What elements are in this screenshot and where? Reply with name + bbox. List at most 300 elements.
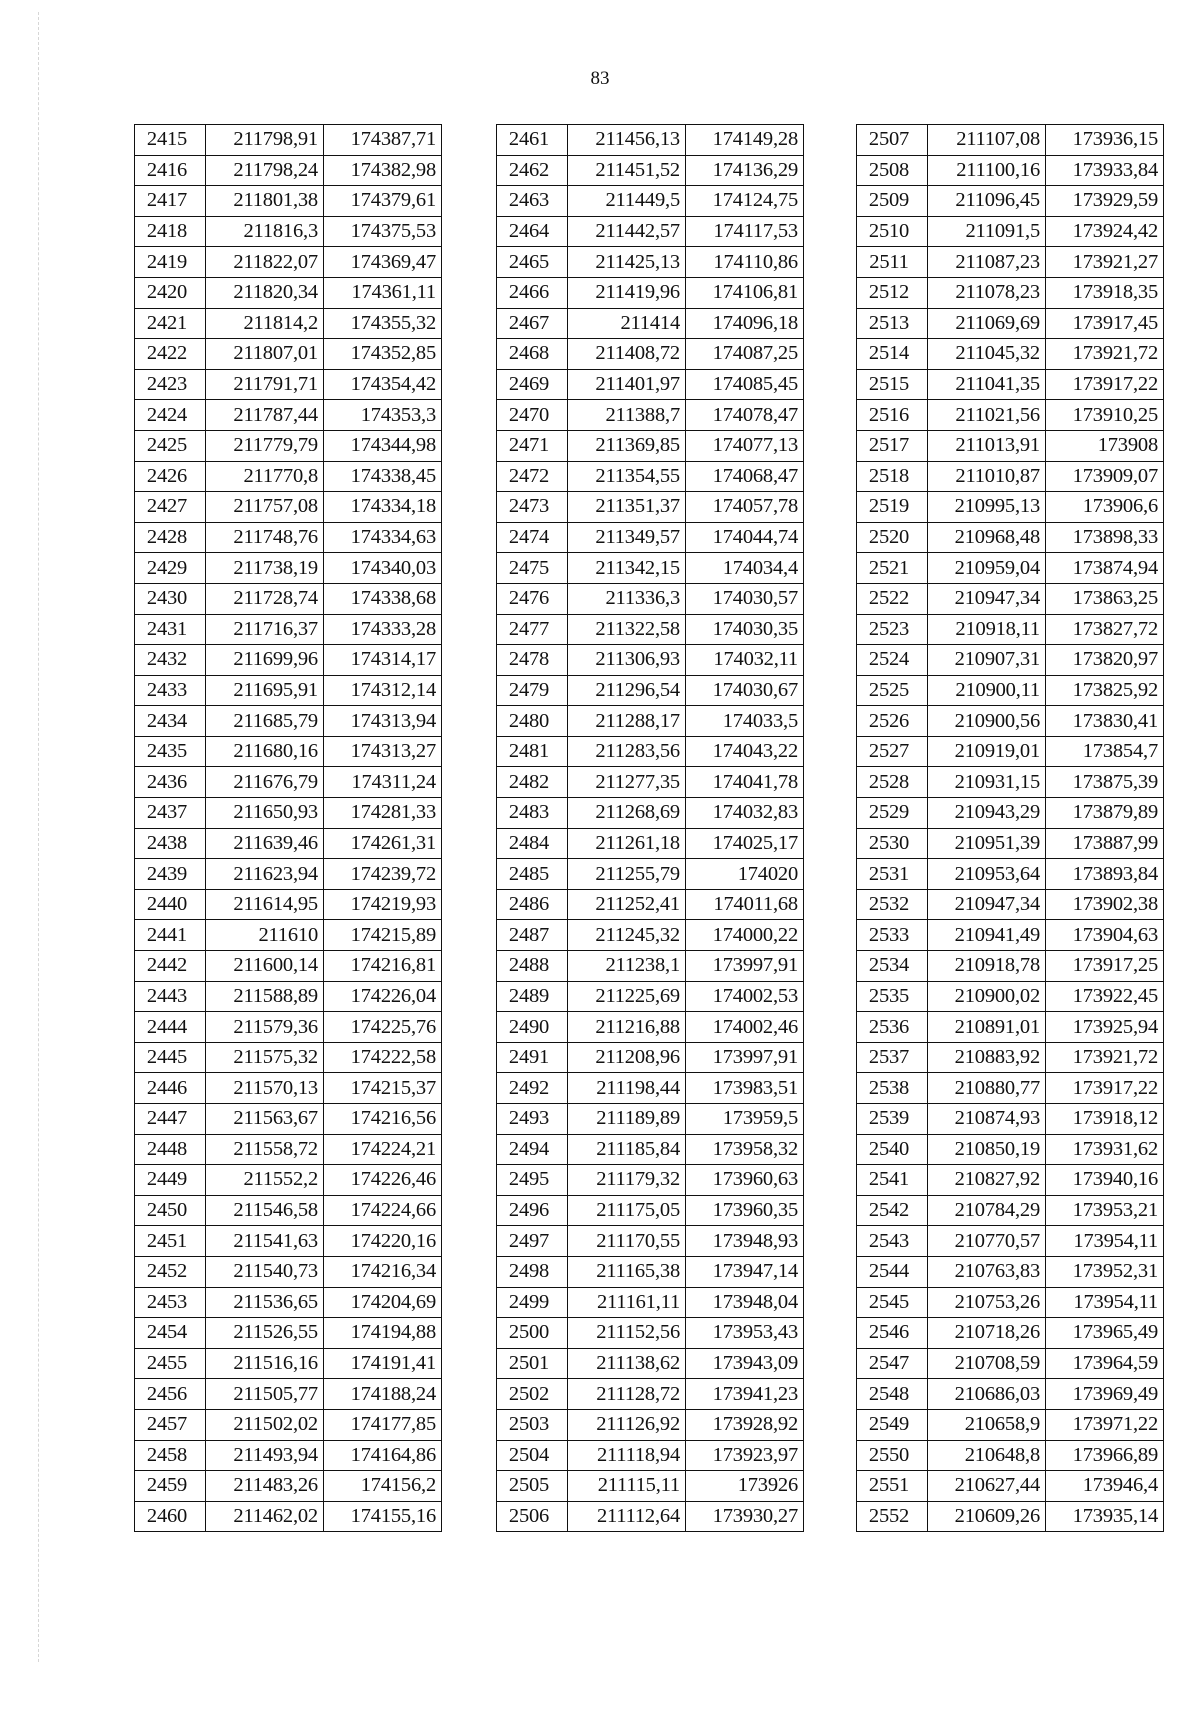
x-coordinate-cell: 211757,08 [206,492,324,523]
table-row [857,1226,1164,1257]
table-row [497,981,804,1012]
x-coordinate-cell: 210827,92 [928,1165,1046,1196]
table-row [135,308,442,339]
y-coordinate-cell: 173906,6 [1046,492,1164,523]
point-number-cell: 2452 [135,1256,206,1287]
x-coordinate-cell: 211610 [206,920,324,951]
y-coordinate-cell: 173960,35 [686,1195,804,1226]
y-coordinate-cell: 174340,03 [324,553,442,584]
point-number-cell: 2438 [135,828,206,859]
y-coordinate-cell: 174313,94 [324,706,442,737]
table-row [497,675,804,706]
point-number-cell: 2546 [857,1318,928,1349]
point-number-cell: 2459 [135,1471,206,1502]
table-row [857,1042,1164,1073]
x-coordinate-cell: 210947,34 [928,583,1046,614]
x-coordinate-cell: 211716,37 [206,614,324,645]
y-coordinate-cell: 174191,41 [324,1348,442,1379]
point-number-cell: 2432 [135,645,206,676]
table-row [497,1256,804,1287]
x-coordinate-cell: 211536,65 [206,1287,324,1318]
x-coordinate-cell: 211283,56 [568,736,686,767]
y-coordinate-cell: 174032,83 [686,798,804,829]
point-number-cell: 2457 [135,1409,206,1440]
y-coordinate-cell: 173820,97 [1046,645,1164,676]
y-coordinate-cell: 174096,18 [686,308,804,339]
table-row [857,706,1164,737]
table-row [857,1348,1164,1379]
table-row [135,1409,442,1440]
point-number-cell: 2507 [857,125,928,156]
x-coordinate-cell: 210931,15 [928,767,1046,798]
x-coordinate-cell: 210770,57 [928,1226,1046,1257]
table-row [135,1440,442,1471]
table-row [857,461,1164,492]
x-coordinate-cell: 211449,5 [568,186,686,217]
y-coordinate-cell: 174002,46 [686,1012,804,1043]
table-row [135,614,442,645]
x-coordinate-cell: 211676,79 [206,767,324,798]
point-number-cell: 2450 [135,1195,206,1226]
table-row [497,920,804,951]
x-coordinate-cell: 210900,02 [928,981,1046,1012]
table-row [135,1104,442,1135]
coordinate-table-1 [134,124,442,1532]
y-coordinate-cell: 174106,81 [686,277,804,308]
x-coordinate-cell: 210609,26 [928,1501,1046,1532]
x-coordinate-cell: 211451,52 [568,155,686,186]
y-coordinate-cell: 174164,86 [324,1440,442,1471]
x-coordinate-cell: 211354,55 [568,461,686,492]
table-row [497,706,804,737]
y-coordinate-cell: 173918,12 [1046,1104,1164,1135]
point-number-cell: 2429 [135,553,206,584]
table-row [857,951,1164,982]
y-coordinate-cell: 174224,21 [324,1134,442,1165]
table-row [135,492,442,523]
x-coordinate-cell: 210850,19 [928,1134,1046,1165]
point-number-cell: 2463 [497,186,568,217]
x-coordinate-cell: 210686,03 [928,1379,1046,1410]
x-coordinate-cell: 211268,69 [568,798,686,829]
x-coordinate-cell: 211505,77 [206,1379,324,1410]
x-coordinate-cell: 210959,04 [928,553,1046,584]
table-row [497,645,804,676]
x-coordinate-cell: 211401,97 [568,369,686,400]
point-number-cell: 2501 [497,1348,568,1379]
y-coordinate-cell: 174382,98 [324,155,442,186]
point-number-cell: 2416 [135,155,206,186]
point-number-cell: 2510 [857,216,928,247]
x-coordinate-cell: 211126,92 [568,1409,686,1440]
point-number-cell: 2518 [857,461,928,492]
table-row [497,1134,804,1165]
table-row [857,1379,1164,1410]
table-row [857,859,1164,890]
y-coordinate-cell: 174216,34 [324,1256,442,1287]
y-coordinate-cell: 174044,74 [686,522,804,553]
y-coordinate-cell: 174379,61 [324,186,442,217]
x-coordinate-cell: 210953,64 [928,859,1046,890]
table-row [135,798,442,829]
point-number-cell: 2536 [857,1012,928,1043]
y-coordinate-cell: 174077,13 [686,430,804,461]
point-number-cell: 2428 [135,522,206,553]
x-coordinate-cell: 211822,07 [206,247,324,278]
table-row [857,339,1164,370]
point-number-cell: 2489 [497,981,568,1012]
coordinate-table-body [497,125,804,1532]
y-coordinate-cell: 173902,38 [1046,889,1164,920]
table-row [497,1165,804,1196]
y-coordinate-cell: 173983,51 [686,1073,804,1104]
point-number-cell: 2431 [135,614,206,645]
table-row [857,1073,1164,1104]
y-coordinate-cell: 174030,67 [686,675,804,706]
x-coordinate-cell: 211388,7 [568,400,686,431]
table-row [497,1409,804,1440]
point-number-cell: 2476 [497,583,568,614]
x-coordinate-cell: 211189,89 [568,1104,686,1135]
table-row [497,339,804,370]
x-coordinate-cell: 211087,23 [928,247,1046,278]
x-coordinate-cell: 211261,18 [568,828,686,859]
table-row [857,828,1164,859]
table-row [497,522,804,553]
y-coordinate-cell: 174338,68 [324,583,442,614]
x-coordinate-cell: 211798,24 [206,155,324,186]
x-coordinate-cell: 211563,67 [206,1104,324,1135]
y-coordinate-cell: 174222,58 [324,1042,442,1073]
point-number-cell: 2418 [135,216,206,247]
table-row [135,859,442,890]
point-number-cell: 2461 [497,125,568,156]
point-number-cell: 2516 [857,400,928,431]
table-row [135,247,442,278]
table-row [497,583,804,614]
table-row [497,186,804,217]
table-row [135,920,442,951]
x-coordinate-cell: 211100,16 [928,155,1046,186]
y-coordinate-cell: 173887,99 [1046,828,1164,859]
y-coordinate-cell: 174216,56 [324,1104,442,1135]
y-coordinate-cell: 173948,04 [686,1287,804,1318]
point-number-cell: 2503 [497,1409,568,1440]
table-row [135,706,442,737]
point-number-cell: 2537 [857,1042,928,1073]
y-coordinate-cell: 174033,5 [686,706,804,737]
y-coordinate-cell: 173997,91 [686,1042,804,1073]
point-number-cell: 2444 [135,1012,206,1043]
table-row [857,1256,1164,1287]
table-row [135,1256,442,1287]
y-coordinate-cell: 174220,16 [324,1226,442,1257]
y-coordinate-cell: 174312,14 [324,675,442,706]
x-coordinate-cell: 210708,59 [928,1348,1046,1379]
table-row [857,920,1164,951]
x-coordinate-cell: 211255,79 [568,859,686,890]
point-number-cell: 2449 [135,1165,206,1196]
x-coordinate-cell: 211349,57 [568,522,686,553]
y-coordinate-cell: 173931,62 [1046,1134,1164,1165]
x-coordinate-cell: 211425,13 [568,247,686,278]
x-coordinate-cell: 211639,46 [206,828,324,859]
point-number-cell: 2483 [497,798,568,829]
x-coordinate-cell: 211685,79 [206,706,324,737]
table-row [497,1318,804,1349]
x-coordinate-cell: 210648,8 [928,1440,1046,1471]
x-coordinate-cell: 211096,45 [928,186,1046,217]
x-coordinate-cell: 211419,96 [568,277,686,308]
x-coordinate-cell: 211680,16 [206,736,324,767]
point-number-cell: 2440 [135,889,206,920]
table-row [497,1348,804,1379]
point-number-cell: 2421 [135,308,206,339]
point-number-cell: 2531 [857,859,928,890]
point-number-cell: 2529 [857,798,928,829]
y-coordinate-cell: 174338,45 [324,461,442,492]
y-coordinate-cell: 173898,33 [1046,522,1164,553]
point-number-cell: 2419 [135,247,206,278]
table-row [135,186,442,217]
y-coordinate-cell: 174225,76 [324,1012,442,1043]
table-row [497,216,804,247]
y-coordinate-cell: 174344,98 [324,430,442,461]
y-coordinate-cell: 174030,35 [686,614,804,645]
x-coordinate-cell: 210658,9 [928,1409,1046,1440]
y-coordinate-cell: 174117,53 [686,216,804,247]
table-row [135,216,442,247]
table-row [135,1073,442,1104]
page-number: 83 [590,68,610,89]
table-row [497,277,804,308]
x-coordinate-cell: 211408,72 [568,339,686,370]
x-coordinate-cell: 210900,11 [928,675,1046,706]
x-coordinate-cell: 211414 [568,308,686,339]
y-coordinate-cell: 174085,45 [686,369,804,400]
point-number-cell: 2514 [857,339,928,370]
x-coordinate-cell: 210891,01 [928,1012,1046,1043]
table-row [135,1287,442,1318]
table-row [497,767,804,798]
y-coordinate-cell: 174353,3 [324,400,442,431]
point-number-cell: 2445 [135,1042,206,1073]
y-coordinate-cell: 174281,33 [324,798,442,829]
y-coordinate-cell: 173940,16 [1046,1165,1164,1196]
x-coordinate-cell: 211820,34 [206,277,324,308]
x-coordinate-cell: 210874,93 [928,1104,1046,1135]
point-number-cell: 2430 [135,583,206,614]
table-row [857,400,1164,431]
table-row [857,216,1164,247]
table-row [857,430,1164,461]
point-number-cell: 2443 [135,981,206,1012]
y-coordinate-cell: 173827,72 [1046,614,1164,645]
x-coordinate-cell: 211650,93 [206,798,324,829]
table-row [135,430,442,461]
y-coordinate-cell: 174020 [686,859,804,890]
point-number-cell: 2540 [857,1134,928,1165]
point-number-cell: 2448 [135,1134,206,1165]
table-row [497,461,804,492]
point-number-cell: 2481 [497,736,568,767]
y-coordinate-cell: 173997,91 [686,951,804,982]
point-number-cell: 2513 [857,308,928,339]
point-number-cell: 2544 [857,1256,928,1287]
y-coordinate-cell: 174313,27 [324,736,442,767]
table-row [497,828,804,859]
table-row [135,522,442,553]
x-coordinate-cell: 211493,94 [206,1440,324,1471]
table-row [135,461,442,492]
point-number-cell: 2534 [857,951,928,982]
point-number-cell: 2532 [857,889,928,920]
y-coordinate-cell: 173947,14 [686,1256,804,1287]
point-number-cell: 2486 [497,889,568,920]
table-row [135,400,442,431]
table-row [857,1287,1164,1318]
point-number-cell: 2547 [857,1348,928,1379]
point-number-cell: 2447 [135,1104,206,1135]
table-row [857,308,1164,339]
point-number-cell: 2465 [497,247,568,278]
table-row [857,186,1164,217]
table-row [135,1134,442,1165]
x-coordinate-cell: 211198,44 [568,1073,686,1104]
x-coordinate-cell: 211288,17 [568,706,686,737]
table-row [857,247,1164,278]
point-number-cell: 2436 [135,767,206,798]
x-coordinate-cell: 211091,5 [928,216,1046,247]
y-coordinate-cell: 173959,5 [686,1104,804,1135]
table-row [857,736,1164,767]
point-number-cell: 2493 [497,1104,568,1135]
x-coordinate-cell: 210784,29 [928,1195,1046,1226]
point-number-cell: 2451 [135,1226,206,1257]
y-coordinate-cell: 173933,84 [1046,155,1164,186]
y-coordinate-cell: 174194,88 [324,1318,442,1349]
table-row [857,125,1164,156]
y-coordinate-cell: 173879,89 [1046,798,1164,829]
table-row [857,492,1164,523]
point-number-cell: 2480 [497,706,568,737]
point-number-cell: 2499 [497,1287,568,1318]
x-coordinate-cell: 211041,35 [928,369,1046,400]
y-coordinate-cell: 173917,22 [1046,1073,1164,1104]
y-coordinate-cell: 174136,29 [686,155,804,186]
table-row [857,1165,1164,1196]
y-coordinate-cell: 173958,32 [686,1134,804,1165]
x-coordinate-cell: 211770,8 [206,461,324,492]
table-row [497,430,804,461]
table-row [135,675,442,706]
point-number-cell: 2496 [497,1195,568,1226]
y-coordinate-cell: 174226,46 [324,1165,442,1196]
x-coordinate-cell: 211728,74 [206,583,324,614]
table-row [135,1348,442,1379]
point-number-cell: 2524 [857,645,928,676]
x-coordinate-cell: 210883,92 [928,1042,1046,1073]
table-row [857,1195,1164,1226]
point-number-cell: 2446 [135,1073,206,1104]
y-coordinate-cell: 173909,07 [1046,461,1164,492]
y-coordinate-cell: 174369,47 [324,247,442,278]
point-number-cell: 2474 [497,522,568,553]
point-number-cell: 2509 [857,186,928,217]
table-row [857,1104,1164,1135]
point-number-cell: 2456 [135,1379,206,1410]
point-number-cell: 2550 [857,1440,928,1471]
y-coordinate-cell: 174375,53 [324,216,442,247]
coordinate-table-3 [856,124,1164,1532]
point-number-cell: 2490 [497,1012,568,1043]
x-coordinate-cell: 211456,13 [568,125,686,156]
x-coordinate-cell: 210900,56 [928,706,1046,737]
x-coordinate-cell: 211161,11 [568,1287,686,1318]
y-coordinate-cell: 174188,24 [324,1379,442,1410]
x-coordinate-cell: 211013,91 [928,430,1046,461]
y-coordinate-cell: 173952,31 [1046,1256,1164,1287]
y-coordinate-cell: 173946,4 [1046,1471,1164,1502]
y-coordinate-cell: 173930,27 [686,1501,804,1532]
table-row [135,125,442,156]
point-number-cell: 2511 [857,247,928,278]
table-row [497,798,804,829]
table-row [497,1073,804,1104]
x-coordinate-cell: 211010,87 [928,461,1046,492]
y-coordinate-cell: 174314,17 [324,645,442,676]
x-coordinate-cell: 211516,16 [206,1348,324,1379]
x-coordinate-cell: 211185,84 [568,1134,686,1165]
y-coordinate-cell: 174361,11 [324,277,442,308]
x-coordinate-cell: 211546,58 [206,1195,324,1226]
y-coordinate-cell: 174177,85 [324,1409,442,1440]
table-row [857,155,1164,186]
point-number-cell: 2422 [135,339,206,370]
x-coordinate-cell: 210947,34 [928,889,1046,920]
x-coordinate-cell: 211801,38 [206,186,324,217]
x-coordinate-cell: 211791,71 [206,369,324,400]
table-row [857,1440,1164,1471]
x-coordinate-cell: 211798,91 [206,125,324,156]
point-number-cell: 2508 [857,155,928,186]
table-row [135,1042,442,1073]
y-coordinate-cell: 173875,39 [1046,767,1164,798]
point-number-cell: 2502 [497,1379,568,1410]
coordinate-table-body [135,125,442,1532]
point-number-cell: 2541 [857,1165,928,1196]
table-row [497,400,804,431]
y-coordinate-cell: 173969,49 [1046,1379,1164,1410]
x-coordinate-cell: 211816,3 [206,216,324,247]
x-coordinate-cell: 210995,13 [928,492,1046,523]
x-coordinate-cell: 210753,26 [928,1287,1046,1318]
table-row [135,1318,442,1349]
y-coordinate-cell: 173923,97 [686,1440,804,1471]
x-coordinate-cell: 211112,64 [568,1501,686,1532]
point-number-cell: 2462 [497,155,568,186]
point-number-cell: 2441 [135,920,206,951]
x-coordinate-cell: 211369,85 [568,430,686,461]
table-row [497,553,804,584]
point-number-cell: 2415 [135,125,206,156]
x-coordinate-cell: 211225,69 [568,981,686,1012]
point-number-cell: 2426 [135,461,206,492]
point-number-cell: 2497 [497,1226,568,1257]
table-row [135,1165,442,1196]
y-coordinate-cell: 174149,28 [686,125,804,156]
table-row [497,369,804,400]
